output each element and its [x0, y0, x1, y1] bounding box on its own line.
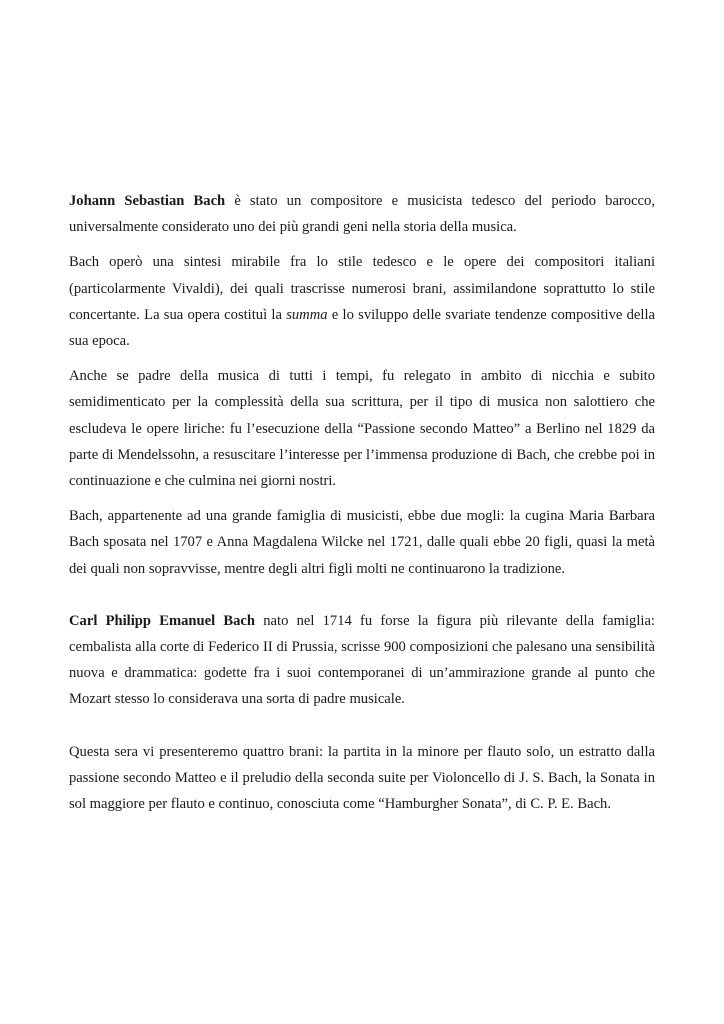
- spacer: [69, 240, 655, 249]
- paragraph-text: Bach operò una sintesi mirabile fra lo stile tedesco e le opere dei compositori italiani (particolarmente Vivaldi), dei quali trascrisse numerosi brani, assimilandone soprattutto lo stile concertante. La sua opera costituì la: [69, 254, 655, 323]
- paragraph-text: Questa sera vi presenteremo quattro brani: la partita in la minore per flauto solo, un estratto dalla passione secondo Matteo e il preludio della seconda suite per Violoncello di J. S. Bach, la Sonata in sol maggiore per flauto e continuo, conosciuta come “Hamburgher Sonata”, di C. P. E. Bach.: [69, 743, 655, 813]
- name-johann-sebastian-bach: Johann Sebastian Bach: [69, 193, 226, 209]
- emphasis-summa: summa: [286, 306, 328, 323]
- name-carl-philipp-emanuel-bach: Carl Philipp Emanuel Bach: [69, 612, 256, 629]
- paragraph-family: [69, 503, 655, 582]
- paragraph-jsbach-intro: [69, 188, 655, 240]
- spacer: [69, 494, 655, 503]
- spacer: [69, 582, 655, 608]
- paragraph-program: [69, 739, 655, 818]
- paragraph-text: Anche se padre della musica di tutti i tempi, fu relegato in ambito di nicchia e subito semidimenticato per la complessità della sua scrittura, per il tipo di musica non salottiero che escludeva le opere liriche: fu l’esecuzione della “Passione secondo Matteo” a Berlino nel 1829 da parte di Mendelssohn, a resuscitare l’interesse per l’immensa produzione di Bach, che crebbe poi in continuazione e che culmina nei giorni nostri.: [69, 368, 655, 490]
- spacer: [69, 713, 655, 739]
- paragraph-text: Bach, appartenente ad una grande famiglia di musicisti, ebbe due mogli: la cugina Maria Barbara Bach sposata nel 1707 e Anna Magdalena Wilcke nel 1721, dalle quali ebbe 20 figli, quasi la metà dei quali non sopravvisse, mentre degli altri figli molti ne continuarono la tradizione.: [69, 508, 655, 577]
- paragraph-text: è stato un compositore e musicista tedesco del periodo barocco, universalmente considerato uno dei più grandi geni nella storia della musica.: [69, 193, 655, 236]
- paragraph-synthesis: [69, 249, 655, 354]
- document-body: [69, 188, 655, 817]
- paragraph-rediscovery: [69, 363, 655, 494]
- paragraph-text: nato nel 1714 fu forse la figura più rilevante della famiglia: cembalista alla corte di Federico II di Prussia, scrisse 900 composizioni che palesano una sensibilità nuova e drammatica: godette fra i suoi contemporanei di un’ammirazione grande al punto che Mozart stesso lo considerava una sorta di padre musicale.: [69, 612, 655, 708]
- paragraph-cpe-bach: [69, 608, 655, 713]
- spacer: [69, 354, 655, 363]
- paragraph-text: e lo sviluppo delle svariate tendenze compositive della sua epoca.: [69, 306, 655, 350]
